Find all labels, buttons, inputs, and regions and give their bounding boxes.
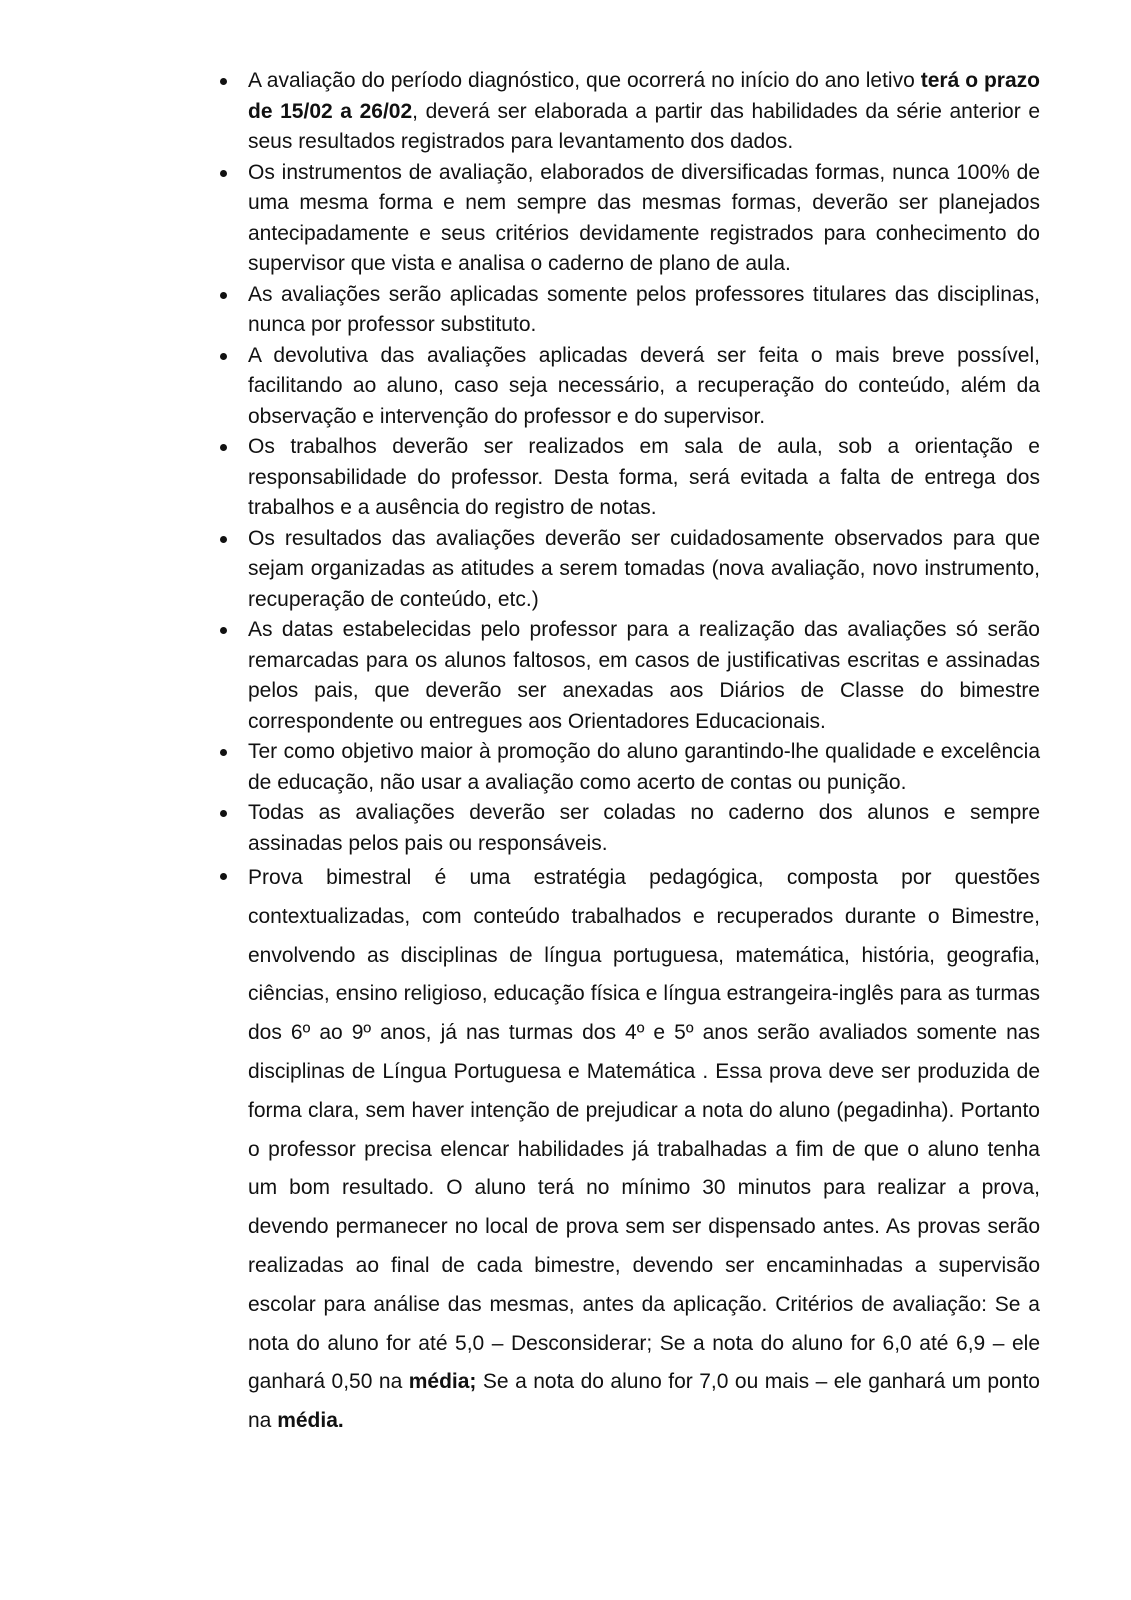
list-item [220,341,1040,433]
list-item [220,798,1040,859]
bullet-icon [220,170,227,177]
list-item [220,432,1040,524]
bullet-icon [220,444,227,451]
bullet-icon [220,536,227,543]
list-item [220,615,1040,737]
item-text: Se a nota do aluno for 7,0 ou mais – ele ganhará um ponto na [248,1370,1040,1433]
list-item [220,737,1040,798]
item-text: Prova bimestral é uma estratégia pedagógica, composta por questões contextualizadas, com conteúdo trabalhados e recuperados durante o Bimestre, envolvendo as disciplinas de língua portuguesa, matemática, história, geografia, ciências, ensino religioso, educação física e língua estrangeira-inglês para as turmas dos 6º ao 9º anos, já nas turmas dos 4º e 5º anos serão avaliados somente nas disciplinas de Língua Portuguesa e Matemática . Essa prova deve ser produzida de forma clara, sem haver intenção de prejudicar a nota do aluno (pegadinha). Portanto o professor precisa elencar habilidades já trabalhadas a fim de que o aluno tenha um bom resultado. O aluno terá no mínimo 30 minutos para realizar a prova, devendo permanecer no local de prova sem ser dispensado antes. As provas serão realizadas ao final de cada bimestre, devendo ser encaminhadas a supervisão escolar para análise das mesmas, antes da aplicação. Critérios de avaliação: Se a nota do aluno for até 5,0 – Desconsiderar; Se a nota do aluno for 6,0 até 6,9 – ele ganhará 0,50 na [248,866,1040,1394]
item-text: Todas as avaliações deverão ser coladas no caderno dos alunos e sempre assinadas pelos pais ou responsáveis. [248,801,1040,855]
item-text: A devolutiva das avaliações aplicadas deverá ser feita o mais breve possível, facilitando ao aluno, caso seja necessário, a recuperação do conteúdo, além da observação e intervenção do professor e do supervisor. [248,343,1040,428]
bullet-icon [220,810,227,817]
bullet-icon [220,353,227,360]
bullet-icon [220,292,227,299]
item-text: As datas estabelecidas pelo professor para a realização das avaliações só serão remarcadas para os alunos faltosos, em casos de justificativas escritas e assinadas pelos pais, que deverão ser anexadas aos Diários de Classe do bimestre correspondente ou entregues aos Orientadores Educacionais. [248,618,1040,733]
item-text: Os resultados das avaliações deverão ser cuidadosamente observados para que sejam organizadas as atitudes a serem tomadas (nova avaliação, novo instrumento, recuperação de conteúdo, etc.) [248,526,1040,611]
bullet-icon [220,749,227,756]
item-bold-text: média. [277,1409,344,1433]
item-text: A avaliação do período diagnóstico, que ocorrerá no início do ano letivo [248,69,921,92]
evaluation-guidelines-list [220,66,1040,1441]
item-text: Ter como objetivo maior à promoção do aluno garantindo-lhe qualidade e excelência de educação, não usar a avaliação como acerto de contas ou punição. [248,740,1040,794]
list-item [220,158,1040,280]
list-item [220,524,1040,616]
item-text: Os instrumentos de avaliação, elaborados de diversificadas formas, nunca 100% de uma mesma forma e nem sempre das mesmas formas, deverão ser planejados antecipadamente e seus critérios devidamente registrados para conhecimento do supervisor que vista e analisa o caderno de plano de aula. [248,160,1040,275]
list-item [220,66,1040,158]
item-text: , deverá ser elaborada a partir das habilidades da série anterior e seus resultados registrados para levantamento dos dados. [248,99,1040,153]
list-item [220,280,1040,341]
item-bold-text: terá o prazo de 15/02 a 26/02 [248,69,1040,123]
bullet-icon [220,873,227,880]
item-bold-text: média; [408,1370,477,1394]
item-text: Os trabalhos deverão ser realizados em sala de aula, sob a orientação e responsabilidade do professor. Desta forma, será evitada a falta de entrega dos trabalhos e a ausência do registro de notas. [248,435,1040,519]
bullet-icon [220,78,227,85]
list-item-prova-bimestral [220,859,1040,1441]
item-text: As avaliações serão aplicadas somente pelos professores titulares das disciplinas, nunca por professor substituto. [248,282,1040,336]
bullet-icon [220,627,227,634]
